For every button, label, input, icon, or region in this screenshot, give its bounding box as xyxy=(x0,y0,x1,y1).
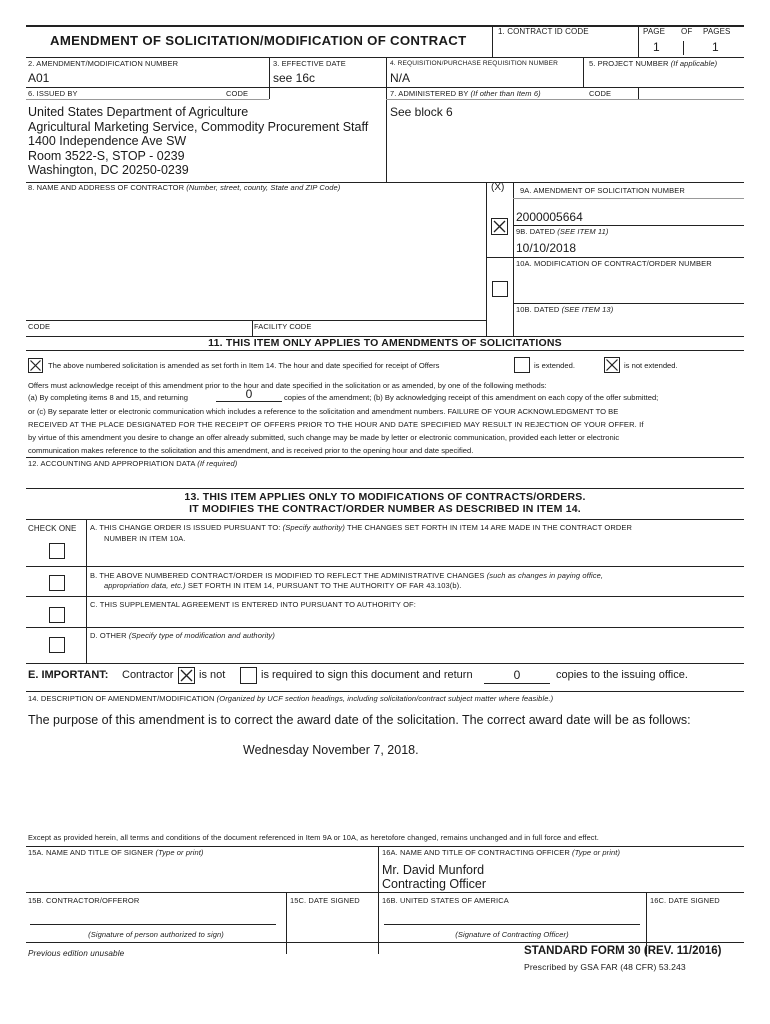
sig-officer-caption: (Signature of Contracting Officer) xyxy=(455,930,569,939)
important-copies[interactable]: 0 xyxy=(513,668,521,682)
pages-value[interactable]: 1 xyxy=(712,40,719,54)
description-text-1[interactable]: The purpose of this amendment is to correct the award date of the solicitation. The correct award date will be as follows: xyxy=(28,713,691,727)
dated-9b-label: 9B. DATED (SEE ITEM 11) xyxy=(516,227,609,236)
checkbox-extended[interactable] xyxy=(514,357,530,373)
checkbox-13d[interactable] xyxy=(49,637,65,653)
issuer-address[interactable] xyxy=(28,105,368,178)
item11-line2a: (a) By completing items 8 and 15, and returning xyxy=(28,393,188,402)
signature-line-contractor[interactable] xyxy=(30,924,276,925)
item11-line5: by virtue of this amendment you desire to change an offer already submitted, such change may be made by letter or electronic communication, provided each letter or electronic xyxy=(28,433,620,442)
project-number-label: 5. PROJECT NUMBER (If applicable) xyxy=(589,59,718,68)
officer-label: 16A. NAME AND TITLE OF CONTRACTING OFFICER (Type or print) xyxy=(382,848,621,857)
is-required-text: is required to sign this document and return xyxy=(261,669,473,681)
x-mark-icon xyxy=(492,219,507,234)
item11-copies[interactable]: 0 xyxy=(245,387,253,401)
administered-by-label: 7. ADMINISTERED BY (If other than Item 6) xyxy=(390,89,541,98)
administered-code-label: CODE xyxy=(589,89,612,98)
item13-a-text: A. THIS CHANGE ORDER IS ISSUED PURSUANT TO: (Specify authority) THE CHANGES SET FORTH IN ITEM 14 ARE MADE IN THE CONTRACT ORDER xyxy=(90,523,632,532)
item11-line4: RECEIVED AT THE PLACE DESIGNATED FOR THE RECEIPT OF OFFERS PRIOR TO THE HOUR AND DATE SPECIFIED MAY RESULT IN REJECTION OF YOUR OFFER. If xyxy=(28,420,644,429)
item11-line6: communication makes reference to the solicitation and this amendment, and is received prior to the opening hour and date specified. xyxy=(28,446,474,455)
contract-id-label: 1. CONTRACT ID CODE xyxy=(498,27,589,36)
accounting-label: 12. ACCOUNTING AND APPROPRIATION DATA (If required) xyxy=(28,459,238,468)
item13-d-text: D. OTHER (Specify type of modification and authority) xyxy=(90,631,275,640)
except-text: Except as provided herein, all terms and conditions of the document referenced in Item 9A or 10A, as heretofore changed, remains unchanged and in full force and effect. xyxy=(28,833,599,842)
item11-line3: or (c) By separate letter or electronic communication which includes a reference to the solicitation and amendment numbers. FAILURE OF YOUR ACKNOWLEDGMENT TO BE xyxy=(28,407,619,416)
checkbox-13a[interactable] xyxy=(49,543,65,559)
page-value[interactable]: 1 xyxy=(653,40,660,54)
facility-code-label: FACILITY CODE xyxy=(254,322,312,331)
checkbox-is-not[interactable] xyxy=(178,667,195,684)
dated-9b-value[interactable]: 10/10/2018 xyxy=(516,241,577,255)
previous-edition: Previous edition unusable xyxy=(28,949,125,958)
pages-label: PAGES xyxy=(703,27,731,36)
x-column-label: (X) xyxy=(491,182,505,193)
extended-text: is extended. xyxy=(534,361,575,370)
checkbox-amended[interactable] xyxy=(28,358,43,373)
important-contractor: Contractor xyxy=(122,669,174,681)
contractor-code-label: CODE xyxy=(28,322,51,331)
checkbox-is-required[interactable] xyxy=(240,667,257,684)
amendment-number-label: 2. AMENDMENT/MODIFICATION NUMBER xyxy=(28,59,179,68)
date-signed-16c: 16C. DATE SIGNED xyxy=(650,896,720,905)
item11-line2b: copies of the amendment; (b) By acknowledging receipt of this amendment on each copy of the offer submitted; xyxy=(284,393,659,402)
page-label: PAGE xyxy=(643,27,666,36)
dated-10b-label: 10B. DATED (SEE ITEM 13) xyxy=(516,305,614,314)
important-label: E. IMPORTANT: xyxy=(28,669,109,681)
x-mark-icon xyxy=(29,359,42,372)
item13-a-text2: NUMBER IN ITEM 10A. xyxy=(104,534,186,543)
issuer-line: Room 3522-S, STOP - 0239 xyxy=(28,148,185,163)
x-mark-icon xyxy=(605,358,619,372)
not-extended-text: is not extended. xyxy=(624,361,678,370)
checkbox-10a[interactable] xyxy=(492,281,508,297)
prescribed-text: Prescribed by GSA FAR (48 CFR) 53.243 xyxy=(524,962,686,972)
contractor-offeror-label: 15B. CONTRACTOR/OFFEROR xyxy=(28,896,140,905)
usa-label: 16B. UNITED STATES OF AMERICA xyxy=(382,896,509,905)
sig-person-caption: (Signature of person authorized to sign) xyxy=(88,930,224,939)
of-label: OF xyxy=(681,27,693,36)
check-one-label: CHECK ONE xyxy=(28,524,77,533)
description-text-2[interactable]: Wednesday November 7, 2018. xyxy=(243,743,419,757)
amended-text: The above numbered solicitation is amended as set forth in Item 14. The hour and date specified for receipt of Offers xyxy=(48,361,440,370)
item13-title1: 13. THIS ITEM APPLIES ONLY TO MODIFICATIONS OF CONTRACTS/ORDERS. xyxy=(184,491,586,503)
form-title: AMENDMENT OF SOLICITATION/MODIFICATION OF CONTRACT xyxy=(50,33,467,48)
item13-b-text2: appropriation data, etc.) SET FORTH IN ITEM 14, PURSUANT TO THE AUTHORITY OF FAR 43.103(b). xyxy=(104,581,462,590)
issuer-line: Agricultural Marketing Service, Commodity Procurement Staff xyxy=(28,119,369,134)
amend-sol-value[interactable]: 2000005664 xyxy=(516,210,583,224)
effective-date-label: 3. EFFECTIVE DATE xyxy=(273,59,346,68)
effective-date-value[interactable]: see 16c xyxy=(273,71,316,85)
issuer-line: Washington, DC 20250-0239 xyxy=(28,163,189,177)
checkbox-13c[interactable] xyxy=(49,607,65,623)
mod-contract-label: 10A. MODIFICATION OF CONTRACT/ORDER NUMBER xyxy=(516,259,712,268)
date-signed-15c: 15C. DATE SIGNED xyxy=(290,896,360,905)
requisition-label: 4. REQUISITION/PURCHASE REQUISITION NUMBER xyxy=(390,60,558,67)
is-not-text: is not xyxy=(199,669,226,681)
officer-name[interactable]: Mr. David Munford xyxy=(382,863,485,877)
issuer-line: 1400 Independence Ave SW xyxy=(28,134,187,148)
officer-title[interactable]: Contracting Officer xyxy=(382,877,486,891)
signer-label: 15A. NAME AND TITLE OF SIGNER (Type or print) xyxy=(28,848,204,857)
form-name: STANDARD FORM 30 (REV. 11/2016) xyxy=(524,945,722,957)
signature-line-officer[interactable] xyxy=(384,924,640,925)
issuer-line: United States Department of Agriculture xyxy=(28,105,249,119)
top-rule xyxy=(26,25,744,27)
contractor-label: 8. NAME AND ADDRESS OF CONTRACTOR (Number, street, county, State and ZIP Code) xyxy=(28,183,341,192)
description-label: 14. DESCRIPTION OF AMENDMENT/MODIFICATION (Organized by UCF section headings, including solicitation/contract subject matter where feasible.) xyxy=(28,694,554,703)
amendment-number-value[interactable]: A01 xyxy=(28,71,50,85)
copies-text: copies to the issuing office. xyxy=(556,669,688,681)
item13-c-text: C. THIS SUPPLEMENTAL AGREEMENT IS ENTERED INTO PURSUANT TO AUTHORITY OF: xyxy=(90,600,416,609)
item13-title2: IT MODIFIES THE CONTRACT/ORDER NUMBER AS DESCRIBED IN ITEM 14. xyxy=(189,503,581,515)
item13-b-text: B. THE ABOVE NUMBERED CONTRACT/ORDER IS MODIFIED TO REFLECT THE ADMINISTRATIVE CHANGES (such as changes in paying office, xyxy=(90,571,604,580)
amend-sol-label: 9A. AMENDMENT OF SOLICITATION NUMBER xyxy=(520,186,685,195)
checkbox-13b[interactable] xyxy=(49,575,65,591)
checkbox-9a[interactable] xyxy=(491,218,508,235)
x-mark-icon xyxy=(179,668,194,683)
issued-by-label: 6. ISSUED BY xyxy=(28,89,78,98)
checkbox-not-extended[interactable] xyxy=(604,357,620,373)
requisition-value[interactable]: N/A xyxy=(390,71,411,85)
issued-code-label: CODE xyxy=(226,89,249,98)
item11-line1: Offers must acknowledge receipt of this amendment prior to the hour and date specified in the solicitation or as amended, by one of the following methods: xyxy=(28,381,547,390)
administered-value[interactable]: See block 6 xyxy=(390,105,453,119)
item11-title: 11. THIS ITEM ONLY APPLIES TO AMENDMENTS OF SOLICITATIONS xyxy=(208,337,562,349)
